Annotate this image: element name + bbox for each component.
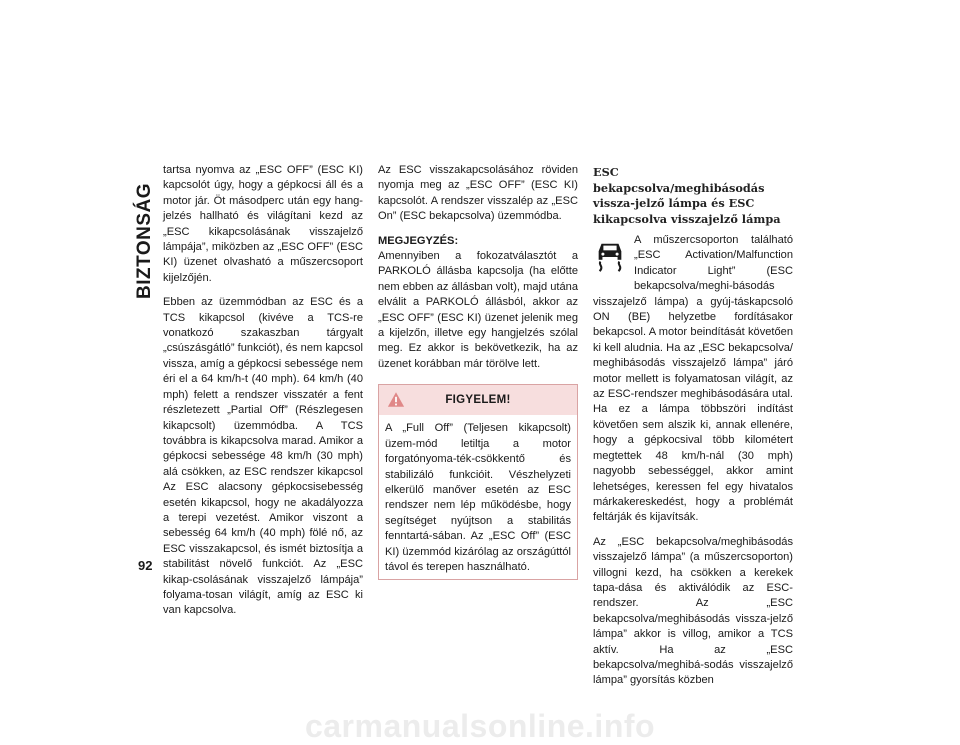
column-1 xyxy=(163,163,363,628)
paragraph: Az ESC visszakapcsolásához röviden nyomja meg az „ESC OFF” (ESC KI) kapcsolót. A rendszer visszalép az „ESC On” (ESC bekapcsolva) üzemmódba. xyxy=(378,164,578,223)
note-title: MEGJEGYZÉS: xyxy=(378,234,459,247)
paragraph: tartsa nyomva az „ESC OFF” (ESC KI) kapcsolót úgy, hogy a gépkocsi áll és a motor jár. Öt másodperc után egy hang-jelzés hallható és világítani kezd az „ESC kikapcsolásának visszajelző lámpája”, miközben az „ESC OFF” (ESC KI) üzenet olvasható a műszercsoport kijelzőjén. xyxy=(163,164,363,284)
warning-box xyxy=(378,384,578,580)
warning-header xyxy=(379,385,577,415)
note-text: Amennyiben a fokozatválasztót a PARKOLÓ állásba kapcsolja (ha előtte nem ebben az állásban volt), majd utána elválit a PARKOLÓ állásból, akkor az „ESC OFF” (ESC KI) üzenet jelenik meg a kijelzőn, illetve egy hangjelzés szólal meg. Ez akkor is bekövetkezik, ha az üzenet korábban már törölve lett. xyxy=(378,250,578,370)
warning-text: A „Full Off” (Teljesen kikapcsolt) üzem-mód letiltja a motor forgatónyoma-ték-csökkentő és stabilizáló funkcióit. Vészhelyzeti elkerülő manőver esetén az ESC rendszer nem lép működésbe, hogy segítséget nyújtson a stabilitás fenntartá-sában. Az „ESC Off” (ESC KI) üzemmód kizárólag az országúttól távol és terepen használható. xyxy=(385,422,571,573)
section-label-text: BIZTONSÁG xyxy=(134,182,156,299)
column-2 xyxy=(378,163,578,580)
paragraph: Az „ESC bekapcsolva/meghibásodás visszajelző lámpa” (a műszercsoporton) villogni kezd, ha csökken a kerekek tapa-dása és aktiválódik az ESC-rendszer. Az „ESC bekapcsolva/meghibásodás vissza-jelző lámpa” akkor is villog, amikor a TCS aktív. Ha az „ESC bekapcsolva/meghibá-sodás visszajelző lámpa” gyorsítás közben xyxy=(593,535,793,687)
column-3 xyxy=(593,163,793,698)
warning-triangle-icon xyxy=(387,391,405,408)
section-heading: ESC bekapcsolva/meghibásodás vissza-jelző lámpa és ESC kikapcsolva visszajelző lámpa xyxy=(593,165,781,226)
watermark: carmanualsonline.info xyxy=(304,708,656,744)
warning-body xyxy=(379,415,577,579)
page-number: 92 xyxy=(138,558,153,573)
esc-skidding-car-icon xyxy=(593,239,627,273)
warning-title: FIGYELEM! xyxy=(445,394,511,407)
esc-icon-wrap xyxy=(593,233,631,283)
paragraph: Ebben az üzemmódban az ESC és a TCS kikapcsol (kivéve a TCS-re vonatkozó szakaszban tárgyalt „csúszásgátló” funkciót), és nem kapcsol vissza, amíg a gépkocsi sebessége nem éri el a 64 km/h-t (40 mph). 64 km/h (40 mph) felett a rendszer visszatér a fent részletezett „Partial Off” (Részlegesen kikapcsolt) üzemmódba. A TCS továbbra is kikapcsolva marad. Amikor a gépkocsi sebessége 48 km/h (30 mph) alá csökken, az ESC rendszer kikapcsol Az ESC alacsony gépkocsisebesség esetén kikapcsol, hogy ne akadályozza a terepi vezetést. Amikor viszont a sebesség 64 km/h (40 mph) fölé nő, az ESC visszakapcsol, és ismét biztosítja a stabilitást növelő funkciót. Az „ESC kikap-csolásának visszajelző lámpája” folyama-tosan világít, amíg az ESC ki van kapcsolva. xyxy=(163,296,363,617)
section-label xyxy=(133,168,157,313)
paragraph: A műszercsoporton található „ESC Activation/Malfunction Indicator Light” (ESC bekapcsolva/meghi-básodás visszajelző lámpa) a gyúj-táskapcsoló ON (BE) helyzetbe fordításakor bekapcsol. A motor beindítását követően ki kell aludnia. Ha az „ESC bekapcsolva/ meghibásodás visszajelző lámpa” járó motor mellett is folyamatosan világít, az az ESC-rendszer meghibásodására utal. Ha ez a lámpa többszöri indítást követően sem alszik ki, annak ellenére, hogy a gépkocsival több kilométert megtettek 48 km/h-nál (30 mph) nagyobb sebességgel, akkor amint lehetséges, keressen fel egy hivatalos márkakereskedést, hogy a problémát feltárják és kijavítsák. xyxy=(593,234,793,524)
